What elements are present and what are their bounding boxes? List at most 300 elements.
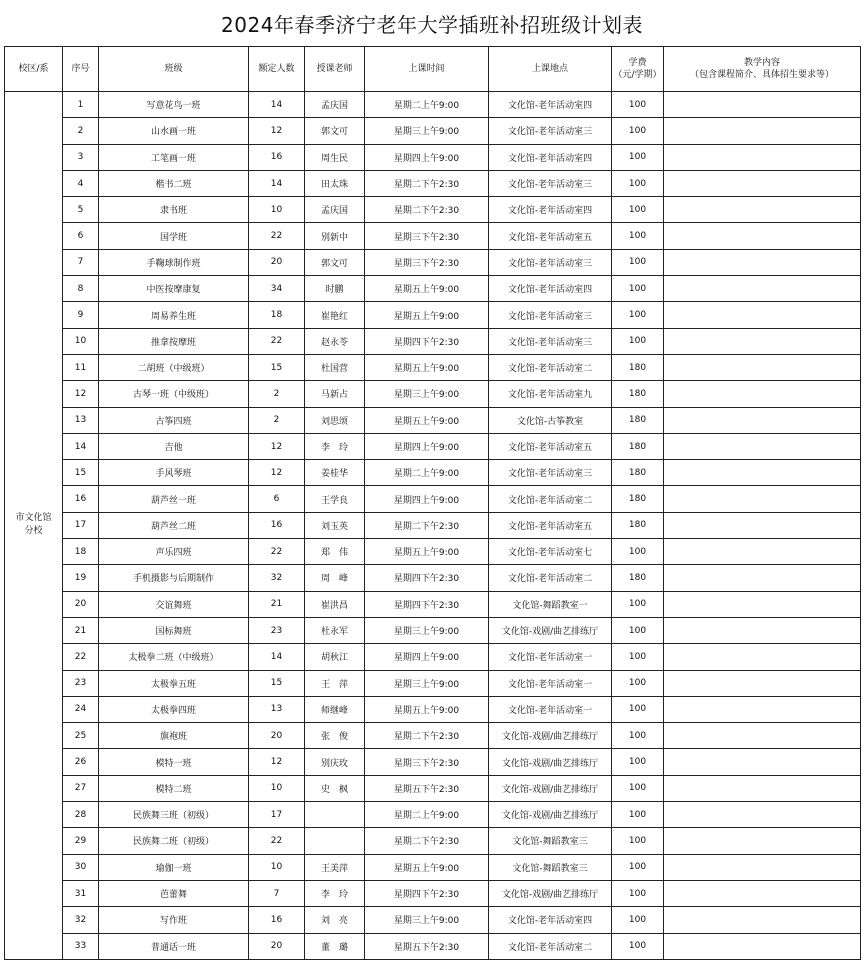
teaching-content-cell — [664, 907, 861, 933]
teaching-content-cell — [664, 144, 861, 170]
teaching-content-cell — [664, 723, 861, 749]
quota-cell: 12 — [249, 118, 305, 144]
table-row — [5, 933, 861, 959]
table-row — [5, 354, 861, 380]
quota-cell: 22 — [249, 539, 305, 565]
row-number-cell: 3 — [63, 144, 99, 170]
class-location-cell: 文化馆-老年活动室二 — [489, 354, 612, 380]
quota-cell: 20 — [249, 723, 305, 749]
teaching-content-cell — [664, 92, 861, 118]
row-number-cell: 4 — [63, 170, 99, 196]
table-row — [5, 144, 861, 170]
teacher-cell: 郭文可 — [305, 249, 365, 275]
fee-cell: 100 — [612, 223, 664, 249]
table-row — [5, 197, 861, 223]
header-fee — [612, 47, 664, 92]
teaching-content-cell — [664, 302, 861, 328]
teacher-cell — [305, 828, 365, 854]
row-number-cell: 6 — [63, 223, 99, 249]
table-row — [5, 723, 861, 749]
teaching-content-cell — [664, 775, 861, 801]
header-content-line1: 教学内容 — [743, 58, 780, 68]
row-number-cell: 22 — [63, 644, 99, 670]
class-location-cell: 文化馆-戏剧/曲艺排练厅 — [489, 723, 612, 749]
class-time-cell: 星期五下午2:30 — [365, 775, 489, 801]
fee-cell: 180 — [612, 512, 664, 538]
fee-cell: 100 — [612, 775, 664, 801]
fee-cell: 180 — [612, 460, 664, 486]
header-quota: 额定人数 — [249, 47, 305, 92]
table-row — [5, 170, 861, 196]
class-time-cell: 星期五上午9:00 — [365, 407, 489, 433]
table-row — [5, 407, 861, 433]
header-fee-line2: （元/学期） — [613, 70, 662, 80]
row-number-cell: 24 — [63, 696, 99, 722]
row-number-cell: 18 — [63, 539, 99, 565]
row-number-cell: 5 — [63, 197, 99, 223]
class-time-cell: 星期四上午9:00 — [365, 486, 489, 512]
class-name-cell: 交谊舞班 — [99, 591, 249, 617]
table-row — [5, 775, 861, 801]
table-row — [5, 565, 861, 591]
class-location-cell: 文化馆-老年活动室五 — [489, 512, 612, 538]
quota-cell: 16 — [249, 512, 305, 538]
class-time-cell: 星期二下午2:30 — [365, 170, 489, 196]
fee-cell: 100 — [612, 617, 664, 643]
quota-cell: 14 — [249, 170, 305, 196]
class-location-cell: 文化馆-古筝教室 — [489, 407, 612, 433]
teacher-cell: 赵永苓 — [305, 328, 365, 354]
teaching-content-cell — [664, 170, 861, 196]
fee-cell: 100 — [612, 696, 664, 722]
fee-cell: 100 — [612, 591, 664, 617]
header-place: 上课地点 — [489, 47, 612, 92]
teacher-cell: 张 俊 — [305, 723, 365, 749]
fee-cell: 180 — [612, 381, 664, 407]
fee-cell: 100 — [612, 276, 664, 302]
row-number-cell: 21 — [63, 617, 99, 643]
teaching-content-cell — [664, 802, 861, 828]
header-no: 序号 — [63, 47, 99, 92]
class-location-cell: 文化馆-老年活动室三 — [489, 249, 612, 275]
quota-cell: 12 — [249, 433, 305, 459]
class-location-cell: 文化馆-老年活动室三 — [489, 170, 612, 196]
class-name-cell: 山水画一班 — [99, 118, 249, 144]
quota-cell: 10 — [249, 775, 305, 801]
class-location-cell: 文化馆-老年活动室三 — [489, 302, 612, 328]
teacher-cell: 周生民 — [305, 144, 365, 170]
class-location-cell: 文化馆-老年活动室三 — [489, 118, 612, 144]
class-plan-table — [4, 46, 861, 960]
table-row — [5, 486, 861, 512]
teaching-content-cell — [664, 933, 861, 959]
table-row — [5, 696, 861, 722]
quota-cell: 12 — [249, 749, 305, 775]
campus-line1: 市文化馆 — [15, 513, 52, 524]
table-row — [5, 907, 861, 933]
class-name-cell: 隶书班 — [99, 197, 249, 223]
teacher-cell: 史 枫 — [305, 775, 365, 801]
class-name-cell: 写作班 — [99, 907, 249, 933]
teacher-cell: 姜桂华 — [305, 460, 365, 486]
class-name-cell: 国学班 — [99, 223, 249, 249]
fee-cell: 100 — [612, 749, 664, 775]
class-name-cell: 二胡班（中级班） — [99, 354, 249, 380]
class-time-cell: 星期二上午9:00 — [365, 92, 489, 118]
row-number-cell: 11 — [63, 354, 99, 380]
class-location-cell: 文化馆-老年活动室九 — [489, 381, 612, 407]
class-location-cell: 文化馆-老年活动室四 — [489, 92, 612, 118]
class-location-cell: 文化馆-老年活动室四 — [489, 197, 612, 223]
row-number-cell: 31 — [63, 880, 99, 906]
header-fee-line1: 学费 — [628, 58, 647, 68]
teaching-content-cell — [664, 118, 861, 144]
table-row — [5, 880, 861, 906]
quota-cell: 20 — [249, 249, 305, 275]
teaching-content-cell — [664, 565, 861, 591]
class-name-cell: 周易养生班 — [99, 302, 249, 328]
quota-cell: 10 — [249, 197, 305, 223]
teaching-content-cell — [664, 880, 861, 906]
class-time-cell: 星期四上午9:00 — [365, 433, 489, 459]
teacher-cell: 王美萍 — [305, 854, 365, 880]
class-time-cell: 星期四上午9:00 — [365, 644, 489, 670]
quota-cell: 21 — [249, 591, 305, 617]
teaching-content-cell — [664, 696, 861, 722]
fee-cell: 100 — [612, 118, 664, 144]
quota-cell: 23 — [249, 617, 305, 643]
class-time-cell: 星期三上午9:00 — [365, 670, 489, 696]
class-time-cell: 星期五上午9:00 — [365, 276, 489, 302]
teacher-cell: 田太珠 — [305, 170, 365, 196]
header-teacher: 授课老师 — [305, 47, 365, 92]
teacher-cell: 马新占 — [305, 381, 365, 407]
class-name-cell: 手鞠球制作班 — [99, 249, 249, 275]
class-location-cell: 文化馆-老年活动室四 — [489, 144, 612, 170]
class-name-cell: 国标舞班 — [99, 617, 249, 643]
class-time-cell: 星期二上午9:00 — [365, 460, 489, 486]
row-number-cell: 32 — [63, 907, 99, 933]
fee-cell: 180 — [612, 407, 664, 433]
class-time-cell: 星期五上午9:00 — [365, 696, 489, 722]
row-number-cell: 27 — [63, 775, 99, 801]
fee-cell: 100 — [612, 723, 664, 749]
teacher-cell: 师继峰 — [305, 696, 365, 722]
class-location-cell: 文化馆-老年活动室一 — [489, 696, 612, 722]
teaching-content-cell — [664, 512, 861, 538]
table-row — [5, 512, 861, 538]
campus-cell — [5, 92, 63, 960]
class-time-cell: 星期三上午9:00 — [365, 381, 489, 407]
table-row — [5, 433, 861, 459]
teaching-content-cell — [664, 591, 861, 617]
row-number-cell: 10 — [63, 328, 99, 354]
class-location-cell: 文化馆-老年活动室七 — [489, 539, 612, 565]
teaching-content-cell — [664, 749, 861, 775]
class-location-cell: 文化馆-舞蹈教室一 — [489, 591, 612, 617]
quota-cell: 22 — [249, 223, 305, 249]
teacher-cell: 杜国营 — [305, 354, 365, 380]
table-row — [5, 276, 861, 302]
teaching-content-cell — [664, 197, 861, 223]
quota-cell: 16 — [249, 144, 305, 170]
teacher-cell: 孟庆国 — [305, 197, 365, 223]
header-campus: 校区/系 — [5, 47, 63, 92]
table-row — [5, 460, 861, 486]
quota-cell: 14 — [249, 92, 305, 118]
class-name-cell: 民族舞三班（初级） — [99, 802, 249, 828]
class-time-cell: 星期四下午2:30 — [365, 328, 489, 354]
teacher-cell: 别新中 — [305, 223, 365, 249]
class-name-cell: 葫芦丝一班 — [99, 486, 249, 512]
row-number-cell: 25 — [63, 723, 99, 749]
row-number-cell: 14 — [63, 433, 99, 459]
fee-cell: 100 — [612, 249, 664, 275]
row-number-cell: 1 — [63, 92, 99, 118]
header-time: 上课时间 — [365, 47, 489, 92]
class-time-cell: 星期四下午2:30 — [365, 880, 489, 906]
class-time-cell: 星期四下午2:30 — [365, 591, 489, 617]
class-time-cell: 星期五上午9:00 — [365, 854, 489, 880]
quota-cell: 15 — [249, 354, 305, 380]
class-name-cell: 手机摄影与后期制作 — [99, 565, 249, 591]
class-location-cell: 文化馆-老年活动室五 — [489, 433, 612, 459]
fee-cell: 100 — [612, 670, 664, 696]
quota-cell: 17 — [249, 802, 305, 828]
class-name-cell: 中医按摩康复 — [99, 276, 249, 302]
class-name-cell: 太极拳五班 — [99, 670, 249, 696]
class-time-cell: 星期三下午2:30 — [365, 749, 489, 775]
class-location-cell: 文化馆-老年活动室四 — [489, 276, 612, 302]
row-number-cell: 23 — [63, 670, 99, 696]
campus-line2: 分校 — [24, 526, 43, 537]
class-location-cell: 文化馆-老年活动室二 — [489, 486, 612, 512]
class-name-cell: 太极拳二班（中级班） — [99, 644, 249, 670]
table-body — [5, 92, 861, 960]
table-row — [5, 749, 861, 775]
class-location-cell: 文化馆-戏剧/曲艺排练厅 — [489, 617, 612, 643]
teacher-cell: 李 玲 — [305, 433, 365, 459]
teaching-content-cell — [664, 223, 861, 249]
row-number-cell: 8 — [63, 276, 99, 302]
row-number-cell: 12 — [63, 381, 99, 407]
teaching-content-cell — [664, 460, 861, 486]
class-name-cell: 楷书二班 — [99, 170, 249, 196]
row-number-cell: 13 — [63, 407, 99, 433]
teacher-cell: 刘玉英 — [305, 512, 365, 538]
teaching-content-cell — [664, 276, 861, 302]
class-name-cell: 声乐四班 — [99, 539, 249, 565]
fee-cell: 100 — [612, 539, 664, 565]
quota-cell: 7 — [249, 880, 305, 906]
class-time-cell: 星期五下午2:30 — [365, 933, 489, 959]
class-name-cell: 太极拳四班 — [99, 696, 249, 722]
teaching-content-cell — [664, 328, 861, 354]
class-time-cell: 星期五上午9:00 — [365, 354, 489, 380]
class-name-cell: 瑜伽一班 — [99, 854, 249, 880]
teacher-cell: 别庆玫 — [305, 749, 365, 775]
table-row — [5, 381, 861, 407]
class-name-cell: 古琴一班（中级班） — [99, 381, 249, 407]
teacher-cell: 刘思颂 — [305, 407, 365, 433]
table-row — [5, 802, 861, 828]
row-number-cell: 9 — [63, 302, 99, 328]
table-row — [5, 223, 861, 249]
class-time-cell: 星期二下午2:30 — [365, 197, 489, 223]
table-row — [5, 591, 861, 617]
class-name-cell: 工笔画一班 — [99, 144, 249, 170]
class-location-cell: 文化馆-戏剧/曲艺排练厅 — [489, 880, 612, 906]
quota-cell: 6 — [249, 486, 305, 512]
class-location-cell: 文化馆-老年活动室三 — [489, 460, 612, 486]
class-location-cell: 文化馆-老年活动室五 — [489, 223, 612, 249]
teaching-content-cell — [664, 670, 861, 696]
teacher-cell: 李 玲 — [305, 880, 365, 906]
teaching-content-cell — [664, 854, 861, 880]
quota-cell: 2 — [249, 381, 305, 407]
table-row — [5, 828, 861, 854]
class-location-cell: 文化馆-戏剧/曲艺排练厅 — [489, 802, 612, 828]
teaching-content-cell — [664, 249, 861, 275]
class-name-cell: 葫芦丝二班 — [99, 512, 249, 538]
fee-cell: 180 — [612, 354, 664, 380]
quota-cell: 20 — [249, 933, 305, 959]
class-time-cell: 星期二上午9:00 — [365, 802, 489, 828]
quota-cell: 32 — [249, 565, 305, 591]
teacher-cell: 孟庆国 — [305, 92, 365, 118]
class-name-cell: 旗袍班 — [99, 723, 249, 749]
class-name-cell: 吉他 — [99, 433, 249, 459]
class-location-cell: 文化馆-舞蹈教室三 — [489, 828, 612, 854]
class-time-cell: 星期三上午9:00 — [365, 617, 489, 643]
fee-cell: 100 — [612, 328, 664, 354]
row-number-cell: 2 — [63, 118, 99, 144]
quota-cell: 22 — [249, 828, 305, 854]
class-time-cell: 星期四上午9:00 — [365, 144, 489, 170]
table-row — [5, 644, 861, 670]
class-time-cell: 星期二下午2:30 — [365, 512, 489, 538]
class-location-cell: 文化馆-戏剧/曲艺排练厅 — [489, 749, 612, 775]
class-time-cell: 星期三下午2:30 — [365, 249, 489, 275]
row-number-cell: 7 — [63, 249, 99, 275]
row-number-cell: 33 — [63, 933, 99, 959]
row-number-cell: 16 — [63, 486, 99, 512]
quota-cell: 15 — [249, 670, 305, 696]
class-time-cell: 星期二下午2:30 — [365, 828, 489, 854]
fee-cell: 100 — [612, 854, 664, 880]
class-name-cell: 民族舞二班（初级） — [99, 828, 249, 854]
table-row — [5, 118, 861, 144]
teacher-cell: 崔洪昌 — [305, 591, 365, 617]
teaching-content-cell — [664, 381, 861, 407]
class-name-cell: 写意花鸟一班 — [99, 92, 249, 118]
fee-cell: 100 — [612, 92, 664, 118]
quota-cell: 2 — [249, 407, 305, 433]
table-row — [5, 617, 861, 643]
row-number-cell: 30 — [63, 854, 99, 880]
quota-cell: 14 — [249, 644, 305, 670]
class-time-cell: 星期二下午2:30 — [365, 723, 489, 749]
class-name-cell: 古筝四班 — [99, 407, 249, 433]
teacher-cell — [305, 802, 365, 828]
fee-cell: 100 — [612, 644, 664, 670]
class-location-cell: 文化馆-老年活动室二 — [489, 933, 612, 959]
header-class: 班级 — [99, 47, 249, 92]
table-header — [5, 47, 861, 92]
table-row — [5, 854, 861, 880]
teacher-cell: 胡秋江 — [305, 644, 365, 670]
teaching-content-cell — [664, 539, 861, 565]
table-row — [5, 328, 861, 354]
teacher-cell: 郑 伟 — [305, 539, 365, 565]
teaching-content-cell — [664, 617, 861, 643]
teaching-content-cell — [664, 644, 861, 670]
quota-cell: 10 — [249, 854, 305, 880]
fee-cell: 180 — [612, 433, 664, 459]
teacher-cell: 崔艳红 — [305, 302, 365, 328]
class-time-cell: 星期五上午9:00 — [365, 539, 489, 565]
row-number-cell: 17 — [63, 512, 99, 538]
header-content — [664, 47, 861, 92]
fee-cell: 100 — [612, 197, 664, 223]
class-time-cell: 星期三上午9:00 — [365, 907, 489, 933]
teacher-cell: 王学良 — [305, 486, 365, 512]
row-number-cell: 15 — [63, 460, 99, 486]
header-content-line2: （包含课程简介、具体招生要求等） — [689, 70, 834, 80]
class-location-cell: 文化馆-老年活动室三 — [489, 328, 612, 354]
fee-cell: 100 — [612, 828, 664, 854]
table-row — [5, 670, 861, 696]
fee-cell: 180 — [612, 486, 664, 512]
class-name-cell: 手风琴班 — [99, 460, 249, 486]
class-name-cell: 普通话一班 — [99, 933, 249, 959]
class-time-cell: 星期三上午9:00 — [365, 118, 489, 144]
teacher-cell: 王 萍 — [305, 670, 365, 696]
teaching-content-cell — [664, 433, 861, 459]
class-location-cell: 文化馆-老年活动室一 — [489, 670, 612, 696]
teacher-cell: 董 璐 — [305, 933, 365, 959]
fee-cell: 180 — [612, 565, 664, 591]
table-row — [5, 302, 861, 328]
class-time-cell: 星期五上午9:00 — [365, 302, 489, 328]
class-location-cell: 文化馆-老年活动室一 — [489, 644, 612, 670]
class-name-cell: 模特一班 — [99, 749, 249, 775]
fee-cell: 100 — [612, 880, 664, 906]
teacher-cell: 杜永军 — [305, 617, 365, 643]
fee-cell: 100 — [612, 933, 664, 959]
class-location-cell: 文化馆-老年活动室二 — [489, 565, 612, 591]
class-name-cell: 推拿按摩班 — [99, 328, 249, 354]
quota-cell: 34 — [249, 276, 305, 302]
row-number-cell: 19 — [63, 565, 99, 591]
quota-cell: 12 — [249, 460, 305, 486]
quota-cell: 13 — [249, 696, 305, 722]
class-location-cell: 文化馆-舞蹈教室三 — [489, 854, 612, 880]
fee-cell: 100 — [612, 802, 664, 828]
quota-cell: 22 — [249, 328, 305, 354]
row-number-cell: 20 — [63, 591, 99, 617]
teaching-content-cell — [664, 486, 861, 512]
table-row — [5, 539, 861, 565]
class-name-cell: 芭蕾舞 — [99, 880, 249, 906]
fee-cell: 100 — [612, 907, 664, 933]
row-number-cell: 28 — [63, 802, 99, 828]
page-title: 2024年春季济宁老年大学插班补招班级计划表 — [221, 12, 643, 37]
class-location-cell: 文化馆-戏剧/曲艺排练厅 — [489, 775, 612, 801]
row-number-cell: 29 — [63, 828, 99, 854]
teacher-cell: 刘 亮 — [305, 907, 365, 933]
fee-cell: 100 — [612, 302, 664, 328]
